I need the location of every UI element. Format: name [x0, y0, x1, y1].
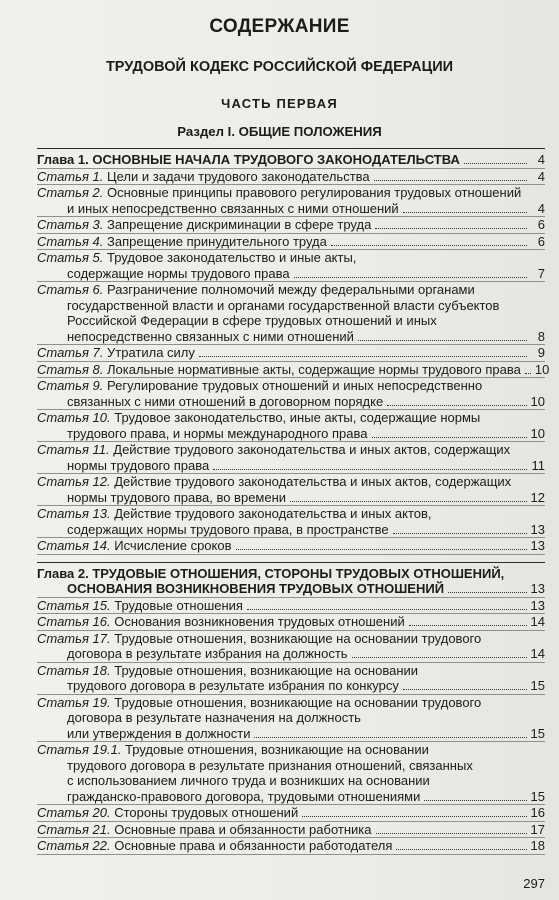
article-title: Действие трудового законодательства и иных актов, содержащих: [114, 474, 512, 489]
article-title: Действие трудового законодательства и иных актов, содержащих: [113, 442, 511, 457]
toc-article: [37, 631, 545, 663]
toc-article: [37, 614, 545, 631]
article-title: договора в результате назначения на должность: [67, 710, 361, 725]
toc-page-number: 15: [530, 678, 545, 693]
toc-page-number: 11: [531, 457, 545, 473]
dot-leader: [290, 501, 526, 502]
dot-leader: [331, 245, 527, 246]
article-title: Стороны трудовых отношений: [114, 805, 299, 820]
toc-article: [37, 474, 545, 506]
article-label: Статья 10.: [37, 410, 111, 425]
toc-page-number: 18: [530, 838, 545, 853]
toc-page-number: 13: [530, 521, 545, 537]
article-title: Локальные нормативные акты, содержащие нормы трудового права: [107, 361, 521, 377]
article-title: Трудовое законодательство, иные акты, содержащие нормы: [114, 410, 481, 425]
toc-article: [37, 282, 545, 345]
toc-page-number: 13: [530, 597, 545, 613]
article-label: Статья 21.: [37, 821, 111, 837]
toc-article: [37, 345, 545, 362]
dot-leader: [236, 549, 527, 550]
toc-page-number: 4: [537, 168, 545, 184]
page-title: СОДЕРЖАНИЕ: [209, 16, 350, 37]
article-title: Исчисление сроков: [114, 538, 232, 553]
dot-leader: [409, 625, 527, 626]
chapter-title: Глава 2. ТРУДОВЫЕ ОТНОШЕНИЯ, СТОРОНЫ ТРУДОВЫХ ОТНОШЕНИЙ,: [37, 565, 505, 581]
dot-leader: [352, 657, 527, 658]
article-title: нормы трудового права, во времени: [67, 489, 287, 505]
toc-page-number: 7: [537, 265, 545, 281]
toc-page-number: 15: [530, 788, 545, 804]
chapter-title: ОСНОВАНИЯ ВОЗНИКНОВЕНИЯ ТРУДОВЫХ ОТНОШЕНИЙ: [67, 581, 445, 596]
table-of-contents: [37, 148, 550, 855]
toc-article: [37, 805, 545, 822]
dot-leader: [302, 816, 526, 817]
article-title: и иных непосредственно связанных с ними отношений: [67, 200, 399, 216]
article-label: Статья 16.: [37, 614, 111, 629]
article-title: Основания возникновения трудовых отношений: [114, 614, 405, 629]
dot-leader: [525, 373, 531, 374]
article-title: Утратила силу: [107, 345, 195, 360]
code-title: ТРУДОВОЙ КОДЕКС РОССИЙСКОЙ ФЕДЕРАЦИИ: [105, 59, 454, 75]
article-title: Действие трудового законодательства и иных актов,: [114, 506, 432, 521]
dot-leader: [294, 277, 527, 278]
part-heading: ЧАСТЬ ПЕРВАЯ: [221, 96, 338, 111]
toc-page-number: 15: [530, 725, 545, 741]
toc-article: [37, 169, 545, 186]
toc-page-number: 13: [530, 581, 545, 596]
toc-page-number: 17: [530, 821, 545, 837]
dot-leader: [464, 163, 527, 164]
dot-leader: [374, 180, 527, 181]
dot-leader: [396, 849, 526, 850]
article-label: Статья 5.: [37, 250, 104, 265]
toc-article: [37, 378, 545, 410]
article-title: Трудовые отношения, возникающие на основании: [125, 742, 429, 757]
toc-chapter: [37, 562, 545, 598]
dot-leader: [376, 833, 527, 834]
toc-article: [37, 217, 545, 234]
toc-article: [37, 822, 545, 839]
article-title: трудового договора в результате признания отношений, связанных: [67, 757, 473, 773]
toc-page-number: 10: [530, 393, 545, 409]
toc-page-number: 10: [534, 361, 550, 377]
article-label: Статья 19.1.: [37, 742, 122, 757]
article-title: Запрещение принудительного труда: [107, 233, 327, 249]
toc-article: [37, 742, 545, 805]
dot-leader: [393, 533, 527, 534]
article-label: Статья 18.: [37, 662, 111, 678]
article-title: связанных с ними отношений в договорном порядке: [67, 393, 384, 409]
toc-article: [37, 538, 545, 555]
article-title: Российской Федерации в сфере трудовых отношений и иных: [67, 313, 437, 328]
toc-page-number: 14: [530, 646, 545, 661]
toc-page-number: 12: [530, 489, 545, 505]
article-title: Основные права и обязанности работника: [114, 821, 372, 837]
toc-page-number: 9: [537, 345, 545, 360]
article-title: государственной власти и органами государственной власти субъектов: [67, 297, 500, 313]
toc-page-number: 14: [530, 614, 545, 629]
article-title: Основные права и обязанности работодателя: [114, 838, 393, 853]
article-title: содержащих нормы трудового права, в пространстве: [67, 521, 389, 537]
article-title: договора в результате избрания на должность: [67, 646, 348, 661]
page-number: 297: [523, 876, 545, 891]
article-title: Трудовые отношения, возникающие на основании трудового: [114, 630, 482, 646]
toc-article: [37, 361, 550, 379]
toc-article: [37, 506, 545, 538]
toc-article: [37, 838, 545, 855]
dot-leader: [213, 469, 527, 470]
article-label: Статья 14.: [37, 538, 111, 553]
toc-page-number: 13: [530, 538, 545, 553]
article-title: трудового договора в результате избрания по конкурсу: [67, 678, 399, 693]
article-title: Трудовые отношения, возникающие на основании: [114, 662, 419, 678]
article-title: Трудовое законодательство и иные акты,: [107, 250, 357, 265]
article-title: непосредственно связанных с ними отношений: [67, 328, 354, 344]
article-label: Статья 1.: [37, 168, 104, 184]
article-title: Запрещение дискриминации в сфере труда: [107, 217, 372, 232]
toc-article: [37, 442, 545, 474]
dot-leader: [247, 609, 527, 610]
article-label: Статья 4.: [37, 233, 104, 249]
dot-leader: [254, 737, 526, 738]
article-title: Трудовые отношения: [114, 597, 243, 613]
toc-article: [37, 185, 545, 217]
toc-page-number: 10: [530, 425, 545, 441]
chapter-title: Глава 1. ОСНОВНЫЕ НАЧАЛА ТРУДОВОГО ЗАКОНОДАТЕЛЬСТВА: [37, 152, 460, 167]
toc-article: [37, 410, 545, 442]
article-label: Статья 13.: [37, 506, 111, 521]
article-label: Статья 20.: [37, 805, 111, 820]
article-label: Статья 11.: [37, 442, 110, 457]
article-label: Статья 19.: [37, 694, 111, 710]
article-title: трудового права, и нормы международного права: [67, 425, 368, 441]
section-heading: Раздел I. ОБЩИЕ ПОЛОЖЕНИЯ: [177, 124, 382, 139]
dot-leader: [372, 437, 527, 438]
article-title: Регулирование трудовых отношений и иных непосредственно: [107, 378, 483, 393]
toc-article: [37, 663, 545, 695]
article-label: Статья 3.: [37, 217, 104, 232]
article-label: Статья 7.: [37, 345, 104, 360]
toc-page-number: 4: [537, 152, 545, 167]
article-title: Трудовые отношения, возникающие на основании трудового: [114, 694, 482, 710]
dot-leader: [387, 405, 526, 406]
dot-leader: [375, 228, 527, 229]
article-title: Цели и задачи трудового законодательства: [107, 168, 370, 184]
toc-page-number: 8: [537, 328, 545, 344]
toc-article: [37, 250, 545, 282]
dot-leader: [199, 356, 527, 357]
article-title: Основные принципы правового регулирования трудовых отношений: [107, 185, 522, 200]
article-label: Статья 15.: [37, 597, 111, 613]
toc-article: [37, 598, 545, 615]
article-label: Статья 22.: [37, 838, 111, 853]
article-title: нормы трудового права: [67, 457, 210, 473]
toc-page-number: 4: [537, 200, 545, 216]
article-label: Статья 17.: [37, 630, 111, 646]
toc-page-number: 6: [537, 233, 545, 249]
article-title: с использованием личного труда и возникших на основании: [67, 773, 430, 788]
dot-leader: [403, 212, 527, 213]
dot-leader: [358, 340, 527, 341]
article-title: или утверждения в должности: [67, 725, 251, 741]
article-label: Статья 6.: [37, 282, 104, 297]
toc-chapter: [37, 148, 545, 169]
article-title: Разграничение полномочий между федеральными органами: [107, 282, 475, 297]
article-label: Статья 2.: [37, 185, 104, 200]
article-label: Статья 8.: [37, 361, 104, 377]
toc-page-number: 6: [537, 217, 545, 232]
article-title: гражданско-правового договора, трудовыми отношениями: [67, 788, 421, 804]
dot-leader: [424, 800, 526, 801]
article-label: Статья 12.: [37, 474, 111, 489]
article-title: содержащие нормы трудового права: [67, 265, 290, 281]
toc-page-number: 16: [530, 805, 545, 820]
dot-leader: [448, 592, 526, 593]
dot-leader: [403, 689, 527, 690]
toc-article: [37, 695, 545, 743]
toc-article: [37, 234, 545, 251]
article-label: Статья 9.: [37, 378, 104, 393]
